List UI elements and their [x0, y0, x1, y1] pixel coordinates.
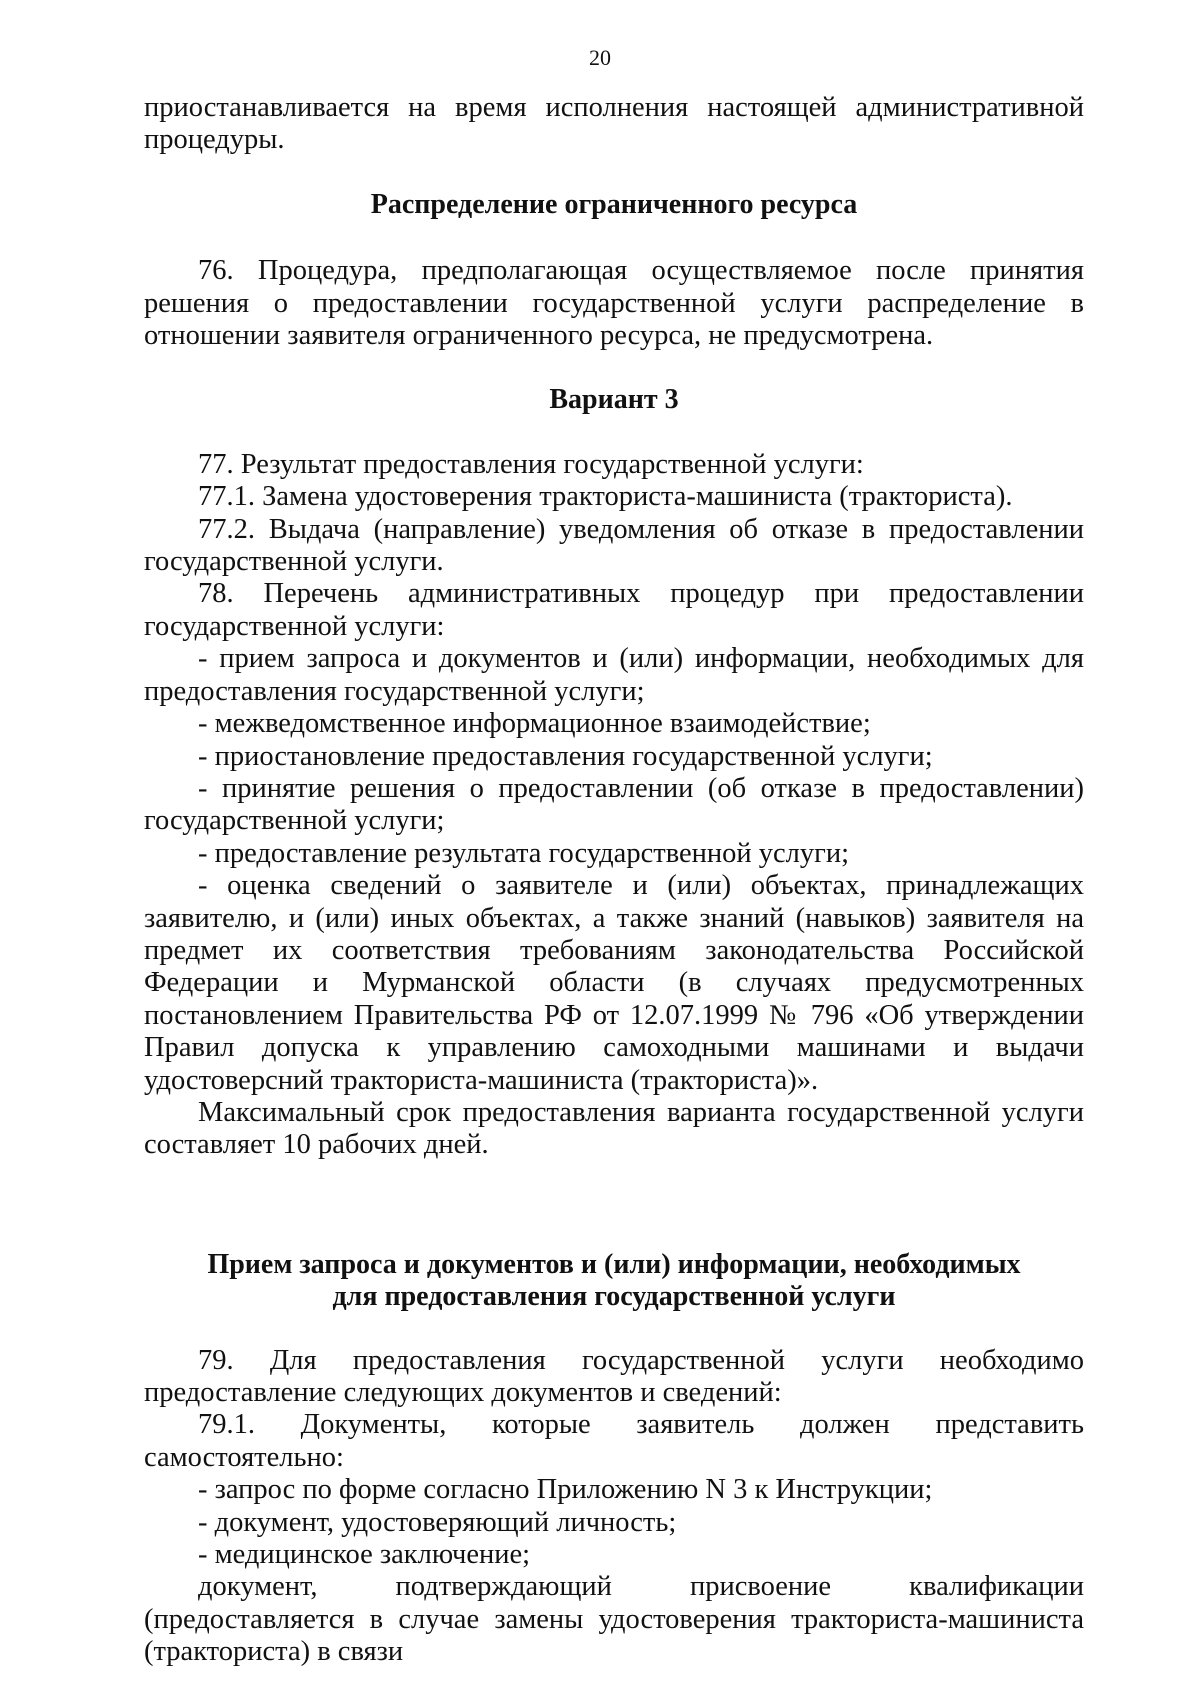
section-heading-line: Прием запроса и документов и (или) информации, необходимых [207, 1248, 1021, 1280]
paragraph: документ, подтверждающий присвоение квалификации (предоставляется в случае замены удостоверения тракториста-машиниста (тракториста) в связи [144, 1571, 1084, 1668]
paragraph: приостанавливается на время исполнения настоящей административной процедуры. [144, 92, 1084, 156]
paragraph: 77.1. Замена удостоверения тракториста-машиниста (тракториста). [198, 481, 1013, 513]
paragraph: - медицинское заключение; [198, 1539, 531, 1571]
paragraph: - приостановление предоставления государственной услуги; [198, 740, 933, 772]
paragraph: - документ, удостоверяющий личность; [198, 1506, 677, 1538]
paragraph: 77. Результат предоставления государственной услуги: [198, 448, 864, 480]
paragraph: 79. Для предоставления государственной услуги необходимо предоставление следующих документов и сведений: [144, 1344, 1084, 1408]
section-heading [144, 1249, 1084, 1314]
paragraph: 78. Перечень административных процедур при предоставлении государственной услуги: [144, 578, 1084, 642]
paragraph: - межведомственное информационное взаимодействие; [198, 708, 871, 740]
page-number: 20 [589, 45, 611, 70]
section-heading [144, 189, 1084, 221]
paragraph: 76. Процедура, предполагающая осуществляемое после принятия решения о предоставлении государственной услуги распределение в отношении заявителя ограниченного ресурса, не предусмотрена. [144, 255, 1084, 352]
paragraph: Максимальный срок предоставления варианта государственной услуги составляет 10 рабочих дней. [144, 1096, 1084, 1161]
paragraph: - прием запроса и документов и (или) информации, необходимых для предоставления государственной услуги; [144, 643, 1084, 707]
document-body [144, 92, 1084, 1669]
paragraph: - принятие решения о предоставлении (об отказе в предоставлении) государственной услуги; [144, 772, 1084, 837]
section-heading-line: для предоставления государственной услуги [332, 1281, 896, 1313]
paragraph: - оценка сведений о заявителе и (или) объектах, принадлежащих заявителю, и (или) иных объектах, а также знаний (навыков) заявителя на предмет их соответствия требованиям законодательства Российской Федерации и Мурманской области (в случаях предусмотренных постановлением Правительства РФ от 12.07.1999 № 796 «Об утверждении Правил допуска к управлению самоходными машинами и выдачи удостоверсний тракториста-машиниста (тракториста)». [144, 870, 1084, 1096]
paragraph: - запрос по форме согласно Приложению N 3 к Инструкции; [198, 1474, 933, 1506]
paragraph: 77.2. Выдача (направление) уведомления об отказе в предоставлении государственной услуги. [144, 513, 1084, 578]
paragraph: - предоставление результата государственной услуги; [198, 837, 849, 869]
section-heading-line: Распределение ограниченного ресурса [370, 188, 858, 220]
paragraph: 79.1. Документы, которые заявитель должен представить самостоятельно: [144, 1409, 1084, 1473]
section-heading [144, 384, 1084, 416]
section-heading-line: Вариант 3 [549, 384, 679, 416]
